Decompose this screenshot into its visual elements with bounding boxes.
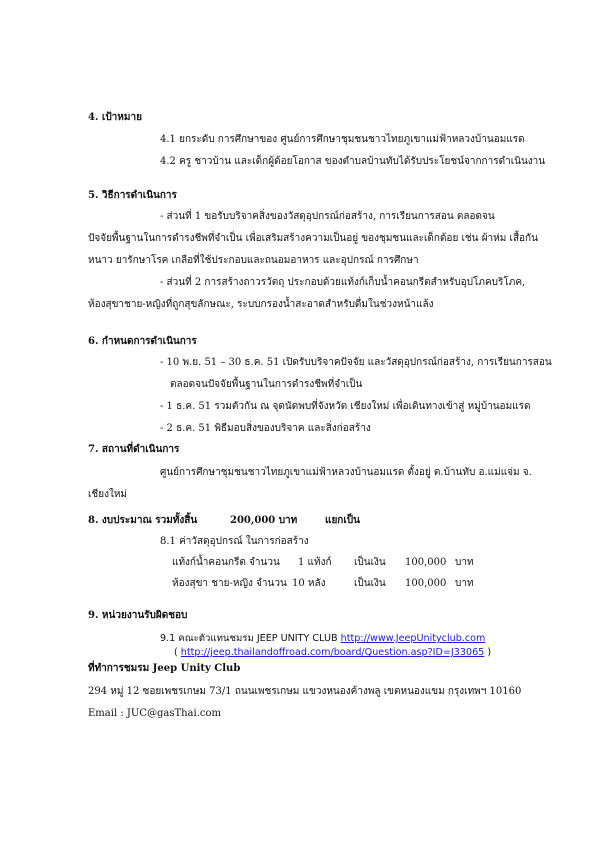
budget-split-label: แยกเป็น [325, 515, 360, 526]
section-8-heading: 8. งบประมาณ รวมทั้งสิ้น [88, 515, 198, 526]
budget-row-2-label: เป็นเงิน [354, 578, 386, 589]
budget-row-1-qty: 1 แท้งก์ [298, 557, 332, 568]
office-email: Email : JUC@gasThai.com [88, 708, 222, 719]
forum-thread-link[interactable]: http://jeep.thailandoffroad.com/board/Question.asp?ID=J33065 [180, 647, 485, 658]
section-7-heading: 7. สถานที่ดำเนินการ [88, 444, 180, 455]
budget-row-1-amount: 100,000 [405, 557, 447, 568]
section-4-item-2: 4.2 ครู ชาวบ้าน และเด็กผู้ด้อยโอกาส ของตำบลบ้านทับได้รับประโยชน์จากการดำเนินงาน [160, 156, 546, 167]
club-name: 9.1 คณะตัวแทนชมรม JEEP UNITY CLUB [160, 633, 341, 644]
section-6-item-1-line-2: ตลอดจนปัจจัยพื้นฐานในการดำรงชีพที่จำเป็น [170, 379, 363, 390]
section-4-item-1: 4.1 ยกระดับ การศึกษาของ ศูนย์การศึกษาชุมชนชาวไทยภูเขาแม่ฟ้าหลวงบ้านอมแรด [160, 134, 525, 145]
section-6-item-3: - 2 ธ.ค. 51 พิธีมอบสิ่งของบริจาค และสิ่งก่อสร้าง [160, 423, 371, 434]
section-7-line-1: ศูนย์การศึกษาชุมชนชาวไทยภูเขาแม่ฟ้าหลวงบ้านอมแรด ตั้งอยู่ ต.บ้านทับ อ.แม่แจ่ม จ. [160, 467, 532, 478]
office-address: 294 หมู่ 12 ซอยเพชรเกษม 73/1 ถนนเพชรเกษม แขวงหนองค้างพลู เขตหนองแขม กรุงเทพฯ 10160 [88, 686, 522, 697]
budget-total-amount: 200,000 บาท [230, 515, 298, 526]
section-9-item-1-link-2 [174, 646, 491, 659]
budget-row-2-unit: บาท [455, 578, 474, 589]
office-heading: ที่ทำการชมรม Jeep Unity Club [88, 663, 241, 674]
section-9-heading: 9. หน่วยงานรับผิดชอบ [88, 610, 188, 621]
section-5-part-1-line-1: - ส่วนที่ 1 ขอรับบริจาคสิ่งของวัสดุอุปกรณ์ก่อสร้าง, การเรียนการสอน ตลอดจน [160, 211, 495, 222]
budget-row-2-qty: 10 หลัง [292, 578, 326, 589]
budget-row-2-item: ห้องสุขา ชาย-หญิง จำนวน [172, 578, 287, 589]
section-5-part-2-line-1: - ส่วนที่ 2 การสร้างถาวรวัตถุ ประกอบด้วยแท้งก์เก็บน้ำคอนกรีตสำหรับอุปโภคบริโภค, [160, 277, 526, 288]
club-website-link[interactable]: http://www.JeepUnityclub.com [340, 633, 486, 644]
budget-row-1-unit: บาท [455, 557, 474, 568]
section-5-part-1-line-2: ปัจจัยพื้นฐานในการดำรงชีพที่จำเป็น เพื่อเสริมสร้างความเป็นอยู่ ของชุมชนและเด็กด้อย เช่น ผ้าห่ม เสื้อกัน [88, 233, 538, 244]
section-5-part-1-line-3: หนาว ยารักษาโรค เกลือที่ใช้ประกอบและถนอมอาหาร และอุปกรณ์ การศึกษา [88, 255, 419, 266]
section-5-part-2-line-2: ห้องสุขาชาย-หญิงที่ถูกสุขลักษณะ, ระบบกรองน้ำสะอาดสำหรับดื่มในช่วงหน้าแล้ง [88, 299, 434, 310]
link-close-paren: ) [484, 647, 492, 658]
budget-row-1-item: แท้งก์น้ำคอนกรีต จำนวน [172, 557, 280, 568]
budget-row-1-label: เป็นเงิน [354, 557, 386, 568]
section-5-heading: 5. วิธีการดำเนินการ [88, 190, 177, 201]
link-open-paren: ( [174, 647, 181, 658]
budget-row-2-amount: 100,000 [405, 578, 447, 589]
section-6-item-1-line-1: - 10 พ.ย. 51 – 30 ธ.ค. 51 เปิดรับบริจาคปัจจัย และวัสดุอุปกรณ์ก่อสร้าง, การเรียนการสอน [160, 357, 552, 368]
section-9-item-1 [160, 632, 485, 645]
section-7-line-2: เชียงใหม่ [88, 489, 128, 500]
section-8-sub-item: 8.1 ค่าวัสดุอุปกรณ์ ในการก่อสร้าง [160, 536, 309, 547]
section-4-heading: 4. เป้าหมาย [88, 112, 142, 123]
section-6-heading: 6. กำหนดการดำเนินการ [88, 336, 197, 347]
section-6-item-2: - 1 ธ.ค. 51 รวมตัวกัน ณ จุดนัดพบที่จังหวัด เชียงใหม่ เพื่อเดินทางเข้าสู่ หมู่บ้านอมแรด [160, 401, 531, 412]
